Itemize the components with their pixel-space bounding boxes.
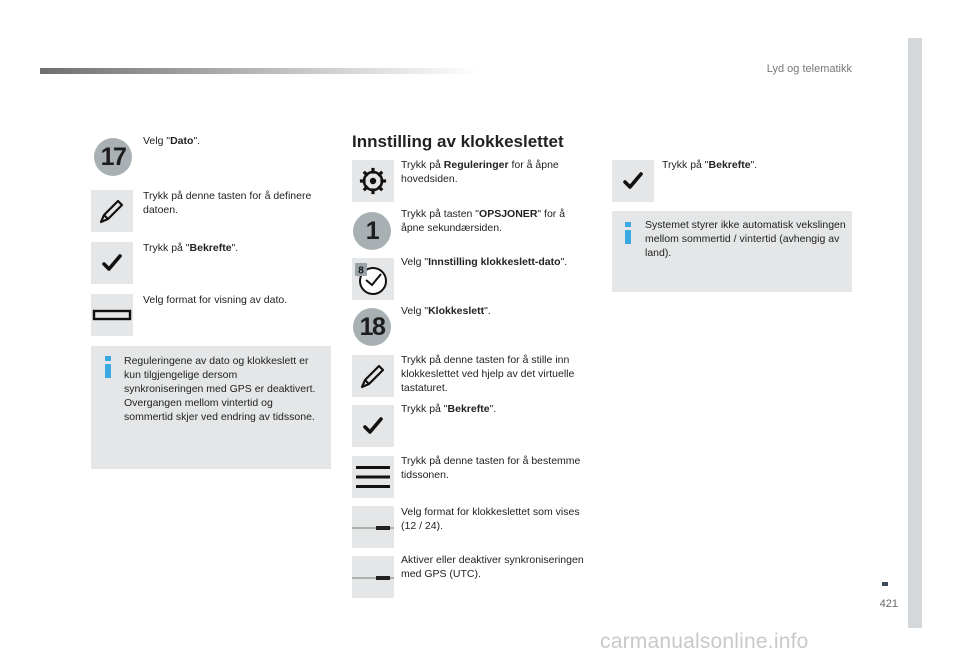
checkmark-icon — [361, 414, 385, 438]
page-sidebar-strip — [908, 38, 922, 628]
clock-settings-text: Velg "Innstilling klokkeslett-dato". — [401, 256, 568, 268]
toggle-slider-icon — [352, 517, 394, 537]
page-number: 421 — [879, 598, 898, 610]
clock-badge-label: 8 — [358, 265, 364, 277]
time-format-toggle[interactable] — [352, 506, 394, 548]
confirm-text-middle: Trykk på "Bekrefte". — [401, 403, 497, 415]
info-text-right: Systemet styrer ikke automatisk vekslingen mellom sommertid / vintertid (avhengig av land). — [645, 219, 846, 259]
date-format-selector[interactable] — [91, 294, 133, 336]
step-18-badge: 18 — [353, 308, 391, 346]
section-heading: Innstilling av klokkeslettet — [352, 132, 564, 151]
menu-lines-icon — [355, 462, 391, 492]
confirm-button-right[interactable] — [612, 160, 654, 202]
edit-time-text: Trykk på denne tasten for å stille inn klokkeslettet ved hjelp av det virtuelle tastaturet. — [401, 354, 575, 394]
info-text-left-1: Reguleringene av dato og klokkeslett er kun tilgjengelige dersom synkroniseringen med GPS er deaktivert. — [124, 355, 316, 395]
edit-date-text: Trykk på denne tasten for å definere datoen. — [143, 190, 312, 216]
timezone-text: Trykk på denne tasten for å bestemme tidssonen. — [401, 455, 581, 481]
step-17-badge: 17 — [94, 138, 132, 176]
confirm-text-left: Trykk på "Bekrefte". — [143, 242, 239, 254]
edit-date-button[interactable] — [91, 190, 133, 232]
settings-button[interactable] — [352, 160, 394, 202]
section-title: Lyd og telematikk — [766, 63, 852, 75]
date-format-text: Velg format for visning av dato. — [143, 294, 288, 306]
timezone-button[interactable] — [352, 456, 394, 498]
confirm-button-left[interactable] — [91, 242, 133, 284]
rectangle-selector-icon — [92, 305, 132, 325]
confirm-button-middle[interactable] — [352, 405, 394, 447]
step-1-badge: 1 — [353, 212, 391, 250]
step-17-text: Velg "Dato". — [143, 135, 201, 147]
header-gradient-bar — [40, 68, 480, 74]
pencil-icon — [358, 361, 388, 391]
gear-icon — [359, 167, 387, 195]
info-box-left — [91, 346, 331, 469]
pencil-icon — [97, 196, 127, 226]
checkmark-icon — [621, 169, 645, 193]
watermark: carmanualsonline.info — [600, 630, 809, 653]
time-format-text: Velg format for klokkeslettet som vises (12 / 24). — [401, 506, 580, 532]
gps-sync-toggle[interactable] — [352, 556, 394, 598]
gps-sync-text: Aktiver eller deaktiver synkroniseringen med GPS (UTC). — [401, 554, 584, 580]
page-marker — [882, 582, 888, 586]
clock-settings-button[interactable] — [352, 258, 394, 300]
info-text-left-2: Overgangen mellom vintertid og sommertid skjer ved endring av tidssone. — [124, 397, 315, 423]
toggle-slider-icon — [352, 567, 394, 587]
confirm-text-right: Trykk på "Bekrefte". — [662, 159, 758, 171]
settings-text: Trykk på Reguleringer for å åpne hovedsiden. — [401, 159, 559, 185]
info-box-right — [612, 211, 852, 292]
clock-icon — [352, 258, 394, 300]
step-1-text: Trykk på tasten "OPSJONER" for å åpne sekundærsiden. — [401, 208, 566, 234]
info-icon — [625, 222, 631, 244]
checkmark-icon — [100, 251, 124, 275]
step-18-text: Velg "Klokkeslett". — [401, 305, 491, 317]
info-icon — [105, 356, 111, 378]
edit-time-button[interactable] — [352, 355, 394, 397]
